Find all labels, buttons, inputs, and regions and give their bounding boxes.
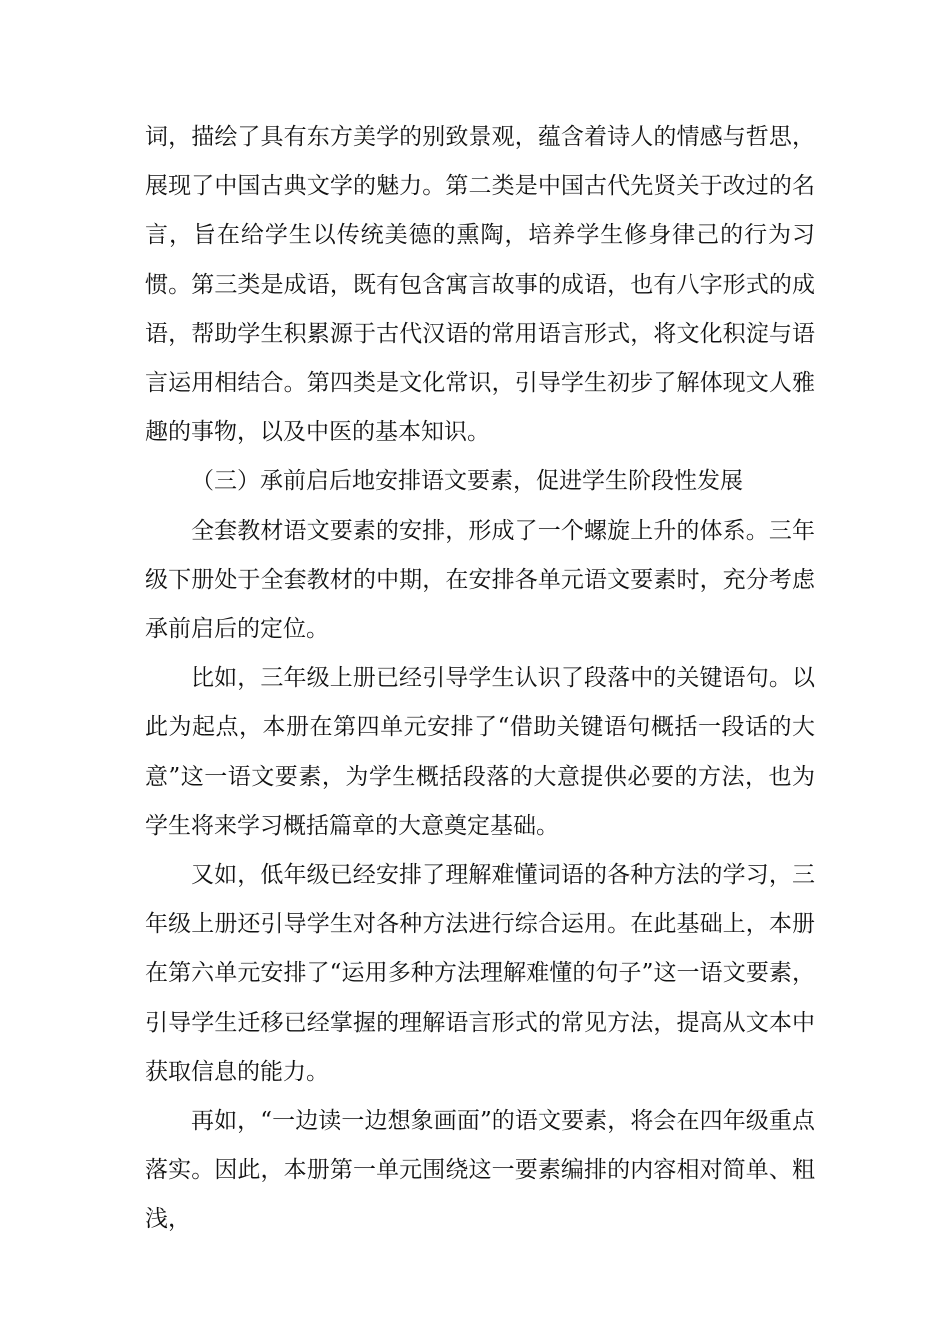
paragraph: 再如，“一边读一边想象画面”的语文要素，将会在四年级重点落实。因此，本册第一单元围绕这一要素编排的内容相对简单、粗浅， [145,1108,815,1233]
paragraph: 又如，低年级已经安排了理解难懂词语的各种方法的学习，三年级上册还引导学生对各种方法进行综合运用。在此基础上，本册在第六单元安排了“运用多种方法理解难懂的句子”这一语文要素，引导学生迁移已经掌握的理解语言形式的常见方法，提高从文本中获取信息的能力。 [145,862,815,1085]
paragraph: 比如，三年级上册已经引导学生认识了段落中的关键语句。以此为起点，本册在第四单元安排了“借助关键语句概括一段话的大意”这一语文要素，为学生概括段落的大意提供必要的方法，也为学生将来学习概括篇章的大意奠定基础。 [145,665,815,839]
document-body [145,113,815,1245]
paragraph: 全套教材语文要素的安排，形成了一个螺旋上升的体系。三年级下册处于全套教材的中期，在安排各单元语文要素时，充分考虑承前启后的定位。 [145,517,815,643]
paragraph-continued: 词，描绘了具有东方美学的别致景观，蕴含着诗人的情感与哲思，展现了中国古典文学的魅力。第二类是中国古代先贤关于改过的名言，旨在给学生以传统美德的熏陶，培养学生修身律己的行为习惯。第三类是成语，既有包含寓言故事的成语，也有八字形式的成语，帮助学生积累源于古代汉语的常用语言形式，将文化积淀与语言运用相结合。第四类是文化常识，引导学生初步了解体现文人雅趣的事物，以及中医的基本知识。 [145,124,815,446]
section-heading: （三）承前启后地安排语文要素，促进学生阶段性发展 [191,468,743,495]
